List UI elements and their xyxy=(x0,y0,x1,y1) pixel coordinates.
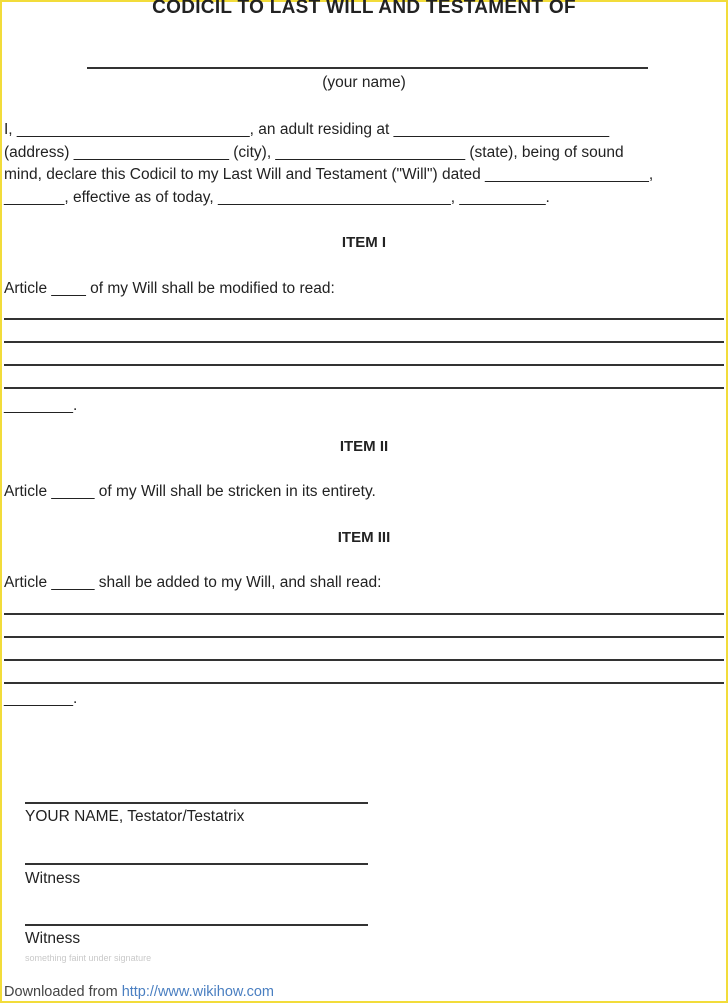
item-3-rule-3 xyxy=(4,659,724,661)
signature-line-testator xyxy=(25,802,368,804)
item-1-rule-3 xyxy=(4,364,724,366)
intro-line-4: _______, effective as of today, ___________________________, __________. xyxy=(4,189,550,206)
name-line xyxy=(87,67,648,69)
intro-line-3: mind, declare this Codicil to my Last Will and Testament ("Will") dated ___________________, xyxy=(4,166,654,183)
footer xyxy=(4,984,274,1000)
name-caption: (your name) xyxy=(322,74,406,91)
item-1-rule-4 xyxy=(4,387,724,389)
footer-prefix: Downloaded from xyxy=(4,984,118,1000)
signature-label-testator: YOUR NAME, Testator/Testatrix xyxy=(25,808,245,825)
item-1-rule-1 xyxy=(4,318,724,320)
item-3-rule-4 xyxy=(4,682,724,684)
item-3-rule-2 xyxy=(4,636,724,638)
item-3-rule-1 xyxy=(4,613,724,615)
signature-line-witness-1 xyxy=(25,863,368,865)
footer-link[interactable]: http://www.wikihow.com xyxy=(121,984,274,1000)
signature-label-witness-2: Witness xyxy=(25,930,81,947)
item-2-heading: ITEM II xyxy=(339,438,389,455)
faint-watermark: something faint under signature xyxy=(25,953,152,963)
item-3-text: Article _____ shall be added to my Will, and shall read: xyxy=(4,574,382,591)
item-1-end: ________. xyxy=(4,397,78,414)
item-1-text: Article ____ of my Will shall be modified to read: xyxy=(4,280,335,297)
intro-line-1: I, ___________________________, an adult residing at _________________________ xyxy=(4,121,610,138)
document-title: CODICIL TO LAST WILL AND TESTAMENT OF xyxy=(152,0,576,18)
item-1-rule-2 xyxy=(4,341,724,343)
item-1-heading: ITEM I xyxy=(341,234,387,251)
signature-label-witness-1: Witness xyxy=(25,870,81,887)
signature-line-witness-2 xyxy=(25,924,368,926)
intro-line-2: (address) __________________ (city), ______________________ (state), being of sound xyxy=(4,144,624,161)
item-3-end: ________. xyxy=(4,690,78,707)
item-3-heading: ITEM III xyxy=(337,529,391,546)
item-2-text: Article _____ of my Will shall be stricken in its entirety. xyxy=(4,483,376,500)
